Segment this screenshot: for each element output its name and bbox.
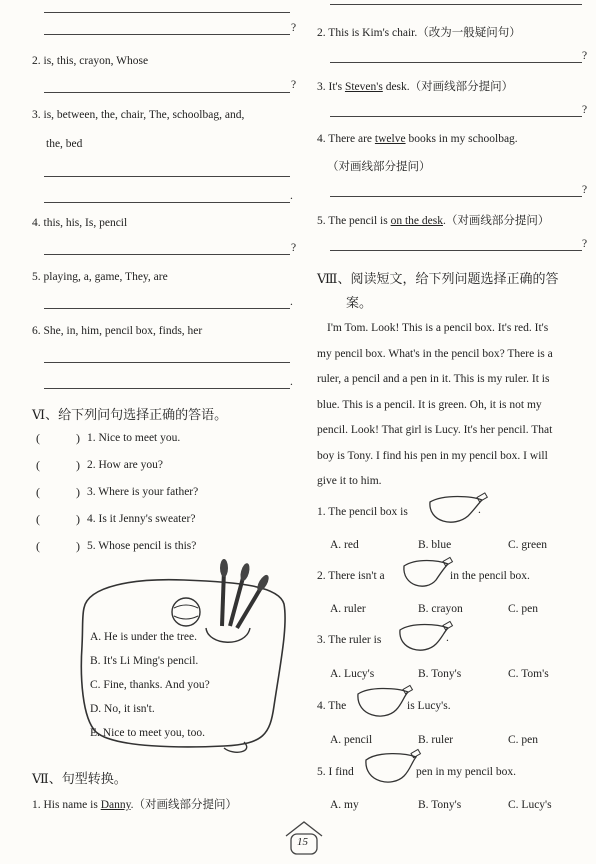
answer-option: E. Nice to meet you, too. [90,727,205,739]
q4-underlined: twelve [374,133,406,145]
answer-line [44,388,290,389]
reading-question-2-suffix: in the pencil box. [450,570,530,582]
option[interactable]: C. Lucy's [508,799,552,811]
question-5: 5. playing, a, game, They, are [32,271,168,283]
question-mark: ? [291,79,297,91]
q1-suffix: .（对画线部分提问） [130,799,237,811]
blank-bubble [398,556,454,592]
option[interactable]: C. Tom's [508,668,549,680]
reading-passage [317,316,589,495]
answer-line [44,34,290,35]
q5-suffix: .（对画线部分提问） [442,215,550,227]
option[interactable]: B. Tony's [418,668,462,680]
transform-question-1 [32,796,237,812]
paren-close[interactable]: ) [76,431,80,445]
blank-bubble [360,748,422,788]
answer-line [330,62,582,63]
passage-line: boy is Tony. I find his pen in my pencil box. I will [317,449,548,462]
reading-question-4-suffix: is Lucy's. [407,700,451,712]
passage-line: ruler, a pencil and a pen in it. This is my ruler. It is [317,373,550,385]
question-3-cont: the, bed [46,138,83,150]
section-8-title-cont: 案。 [346,295,373,310]
option[interactable]: A. red [330,539,359,551]
option[interactable]: B. ruler [418,734,454,746]
question-text: 1. Nice to meet you. [87,432,181,444]
period-mark: . [446,632,449,644]
paren-close[interactable]: ) [76,539,80,553]
paren-open: ( [36,485,40,499]
transform-question-5 [317,212,549,228]
period-mark: . [478,504,481,516]
answer-line [330,196,582,197]
section-7-title: Ⅶ、句型转换。 [32,771,127,786]
paren-open: ( [36,512,40,526]
question-4: 4. this, his, Is, pencil [32,217,128,229]
option[interactable]: A. ruler [330,603,366,615]
period-mark: . [290,376,293,388]
reading-question-3: 3. The ruler is [317,634,382,646]
q3-prefix: 3. It's [317,81,345,93]
reading-question-1: 1. The pencil box is [317,506,408,518]
paren-open: ( [36,539,40,553]
answer-line [44,202,290,203]
transform-question-4-note: （对画线部分提问） [327,161,431,173]
answer-option: C. Fine, thanks. And you? [90,679,210,691]
answer-line [44,308,290,309]
option[interactable]: B. Tony's [418,799,462,811]
option[interactable]: B. blue [418,539,452,551]
answer-line [330,116,582,117]
question-mark: ? [582,50,588,62]
q5-underlined: on the desk [390,215,443,227]
option[interactable]: A. Lucy's [330,668,375,680]
transform-question-4 [317,133,518,145]
paren-open: ( [36,458,40,472]
question-mark: ? [291,242,297,254]
question-3: 3. is, between, the, chair, The, schoolbag, and, [32,109,245,121]
answer-option: B. It's Li Ming's pencil. [90,655,199,667]
answer-line [44,176,290,177]
answer-line [44,254,290,255]
transform-question-3 [317,78,513,94]
option[interactable]: B. crayon [418,603,463,615]
reading-question-4-prefix: 4. The [317,700,347,712]
transform-question-2: 2. This is Kim's chair.（改为一般疑问句） [317,27,521,39]
section-8-title: Ⅷ、阅读短文，给下列问题选择正确的答 [317,271,559,286]
question-text: 3. Where is your father? [87,486,199,498]
question-2: 2. is, this, crayon, Whose [32,55,149,67]
passage-line: I'm Tom. Look! This is a pencil box. It's red. It's [327,322,549,334]
answer-line [44,12,290,13]
q1-underlined: Danny [100,799,131,811]
paren-close[interactable]: ) [76,485,80,499]
question-mark: ? [291,22,297,34]
option[interactable]: A. my [330,799,359,811]
answer-line [44,362,290,363]
question-6: 6. She, in, him, pencil box, finds, her [32,325,203,337]
paren-open: ( [36,431,40,445]
question-text: 4. Is it Jenny's sweater? [87,513,196,525]
blank-bubble [352,684,414,722]
question-mark: ? [582,184,588,196]
question-mark: ? [582,238,588,250]
option[interactable]: C. pen [508,603,539,615]
answer-option: D. No, it isn't. [90,703,155,715]
passage-line: blue. This is a pencil. It is green. Oh, it is not my [317,398,542,411]
option[interactable]: C. green [508,539,547,551]
passage-line: give it to him. [317,475,382,487]
period-mark: . [290,296,293,308]
answer-line [330,250,582,251]
section-6-title: Ⅵ、给下列问句选择正确的答语。 [32,407,228,422]
period-mark: . [290,190,293,202]
option[interactable]: C. pen [508,734,539,746]
option[interactable]: A. pencil [330,734,373,746]
q4-suffix: books in my schoolbag. [405,133,518,145]
reading-question-2-prefix: 2. There isn't a [317,570,385,582]
answer-option: A. He is under the tree. [90,631,197,643]
paren-close[interactable]: ) [76,458,80,472]
answer-line [44,92,290,93]
page-number: 15 [297,836,308,848]
q5-prefix: 5. The pencil is [317,215,391,227]
paren-close[interactable]: ) [76,512,80,526]
question-text: 5. Whose pencil is this? [87,540,197,552]
reading-question-5-prefix: 5. I find [317,766,354,778]
question-mark: ? [582,104,588,116]
q3-suffix: desk.（对画线部分提问） [382,81,514,93]
question-text: 2. How are you? [87,459,164,471]
passage-line: pencil. Look! That girl is Lucy. It's her pencil. That [317,424,553,436]
answer-line [330,4,582,5]
q4-prefix: 4. There are [317,133,375,145]
reading-question-5-suffix: pen in my pencil box. [416,766,516,778]
q1-prefix: 1. His name is [32,799,101,811]
passage-line: my pencil box. What's in the pencil box? There is a [317,347,553,360]
q3-underlined: Steven's [344,81,383,93]
